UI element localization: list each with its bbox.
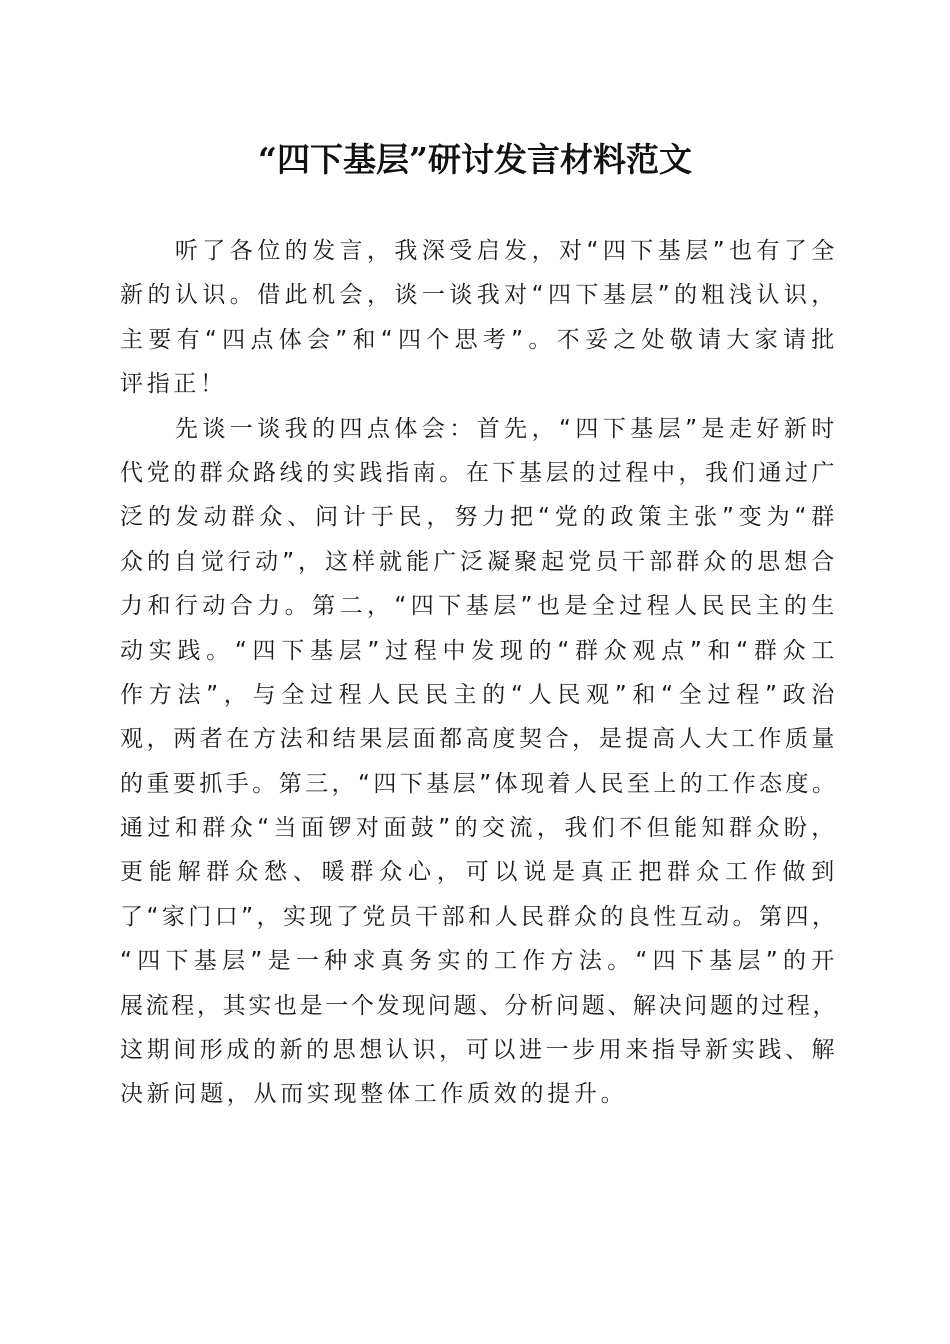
text-line: 通过和群众“当面锣对面鼓”的交流，我们不但能知群众盼， (120, 815, 838, 842)
text-line: 更能解群众愁、暖群众心，可以说是真正把群众工作做到 (120, 859, 838, 886)
text-line: 作方法”，与全过程人民民主的“人民观”和“全过程”政治 (120, 681, 838, 708)
text-line: 代党的群众路线的实践指南。在下基层的过程中，我们通过广 (120, 459, 838, 486)
text-line: 评指正！ (120, 371, 227, 398)
paragraph-2 (120, 407, 838, 1117)
text-line: 力和行动合力。第二，“四下基层”也是全过程人民民主的生 (120, 593, 838, 620)
document-title: “四下基层”研讨发言材料范文 (258, 140, 692, 179)
text-line: 了“家门口”，实现了党员干部和人民群众的良性互动。第四， (120, 903, 839, 930)
text-line: 新的认识。借此机会，谈一谈我对“四下基层”的粗浅认识， (120, 282, 838, 309)
text-line: 先谈一谈我的四点体会：首先，“四下基层”是走好新时 (120, 415, 838, 442)
text-line: 这期间形成的新的思想认识，可以进一步用来指导新实践、解 (120, 1037, 838, 1064)
text-line: 观，两者在方法和结果层面都高度契合，是提高人大工作质量 (120, 726, 838, 753)
document-body (120, 229, 838, 1117)
text-line: 听了各位的发言，我深受启发，对“四下基层”也有了全 (120, 238, 838, 264)
text-line: 众的自觉行动”，这样就能广泛凝聚起党员干部群众的思想合 (120, 548, 838, 575)
text-line: 泛的发动群众、问计于民，努力把“党的政策主张”变为“群 (120, 504, 838, 531)
text-line: 主要有“四点体会”和“四个思考”。不妥之处敬请大家请批 (120, 326, 838, 353)
text-line: 展流程，其实也是一个发现问题、分析问题、解决问题的过程， (120, 992, 838, 1019)
text-line: 决新问题，从而实现整体工作质效的提升。 (120, 1081, 628, 1108)
text-line: 动实践。“四下基层”过程中发现的“群众观点”和“群众工 (120, 637, 838, 664)
text-line: 的重要抓手。第三，“四下基层”体现着人民至上的工作态度。 (120, 770, 839, 797)
text-line: “四下基层”是一种求真务实的工作方法。“四下基层”的开 (120, 948, 838, 975)
paragraph-1 (120, 229, 838, 407)
